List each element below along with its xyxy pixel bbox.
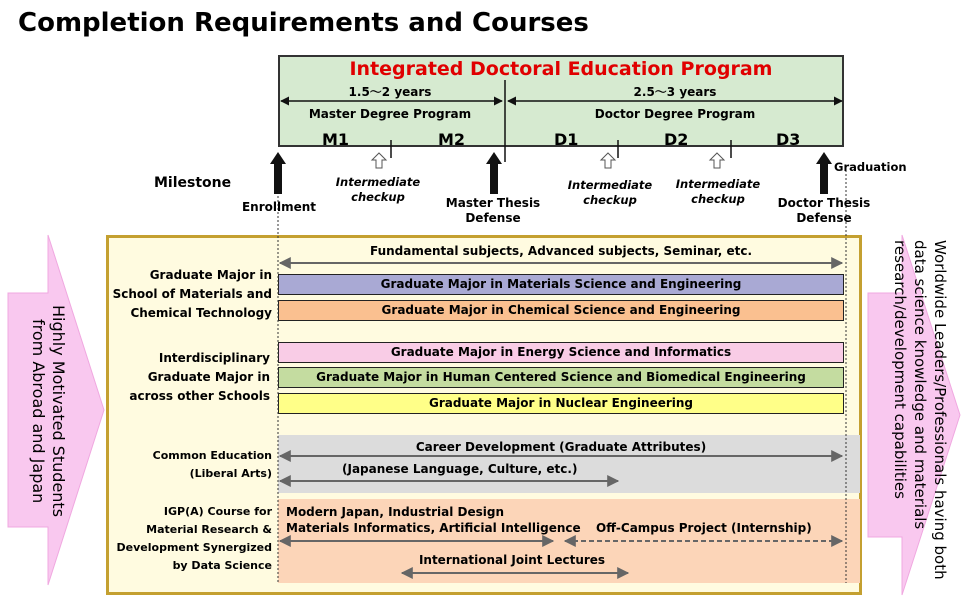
year-d2: D2 [664, 130, 689, 149]
major-energy-science: Graduate Major in Energy Science and Informatics [278, 342, 844, 363]
doctor-defense-arrow [816, 152, 832, 194]
fundamental-text: Fundamental subjects, Advanced subjects, Seminar, etc. [369, 244, 753, 258]
milestone-label: Milestone [154, 175, 232, 191]
checkup1-arrow [372, 153, 386, 168]
offcampus-text: Off-Campus Project (Internship) [596, 521, 812, 535]
master-defense-arrow [486, 152, 502, 194]
checkup1-label: Intermediate checkup [335, 175, 421, 204]
program-title: Integrated Doctoral Education Program [349, 58, 773, 80]
lectures-text: International Joint Lectures [418, 553, 606, 567]
group-school: Graduate Major in School of Materials and Chemical Technology [112, 268, 272, 320]
group-igp: IGP(A) Course for Material Research & Development Synergized by Data Science [116, 505, 272, 572]
year-m1: M1 [322, 130, 350, 149]
doctor-degree-label: Doctor Degree Program [594, 107, 756, 121]
year-d3: D3 [776, 130, 801, 149]
left-arrow-text: Highly Motivated Students from Abroad and Japan [29, 304, 68, 518]
year-m2: M2 [438, 130, 466, 149]
year-d1: D1 [554, 130, 579, 149]
career-text: Career Development (Graduate Attributes) [415, 440, 707, 454]
enrollment-label: Enrollment [241, 200, 317, 214]
major-chemical-science: Graduate Major in Chemical Science and Engineering [278, 300, 844, 321]
modern-japan-text: Modern Japan, Industrial Design [286, 505, 505, 519]
master-years: 1.5～2 years [348, 85, 432, 99]
checkup2-label: Intermediate checkup [567, 178, 653, 207]
major-human-centered: Graduate Major in Human Centered Science and Biomedical Engineering [278, 367, 844, 388]
japanese-text: (Japanese Language, Culture, etc.) [342, 462, 578, 476]
enrollment-arrow [270, 152, 286, 194]
checkup3-arrow [710, 153, 724, 168]
master-defense-label: Master Thesis Defense [445, 196, 541, 225]
right-arrow-text: Worldwide Leaders/Professionals having both data science knowledge and materials research/development capabilities [891, 240, 949, 580]
informatics-text: Materials Informatics, Artificial Intelligence [286, 521, 581, 535]
master-degree-label: Master Degree Program [308, 107, 472, 121]
doctor-defense-label: Doctor Thesis Defense [777, 196, 871, 225]
major-materials-science: Graduate Major in Materials Science and Engineering [278, 274, 844, 295]
group-common: Common Education (Liberal Arts) [152, 449, 272, 480]
checkup3-label: Intermediate checkup [675, 177, 761, 206]
doctor-years: 2.5～3 years [633, 85, 717, 99]
checkup2-arrow [601, 153, 615, 168]
group-interdisciplinary: Interdisciplinary Graduate Major in across other Schools [129, 351, 270, 403]
graduation-label: Graduation [834, 160, 907, 174]
page-title: Completion Requirements and Courses [18, 8, 589, 38]
major-nuclear: Graduate Major in Nuclear Engineering [278, 393, 844, 414]
